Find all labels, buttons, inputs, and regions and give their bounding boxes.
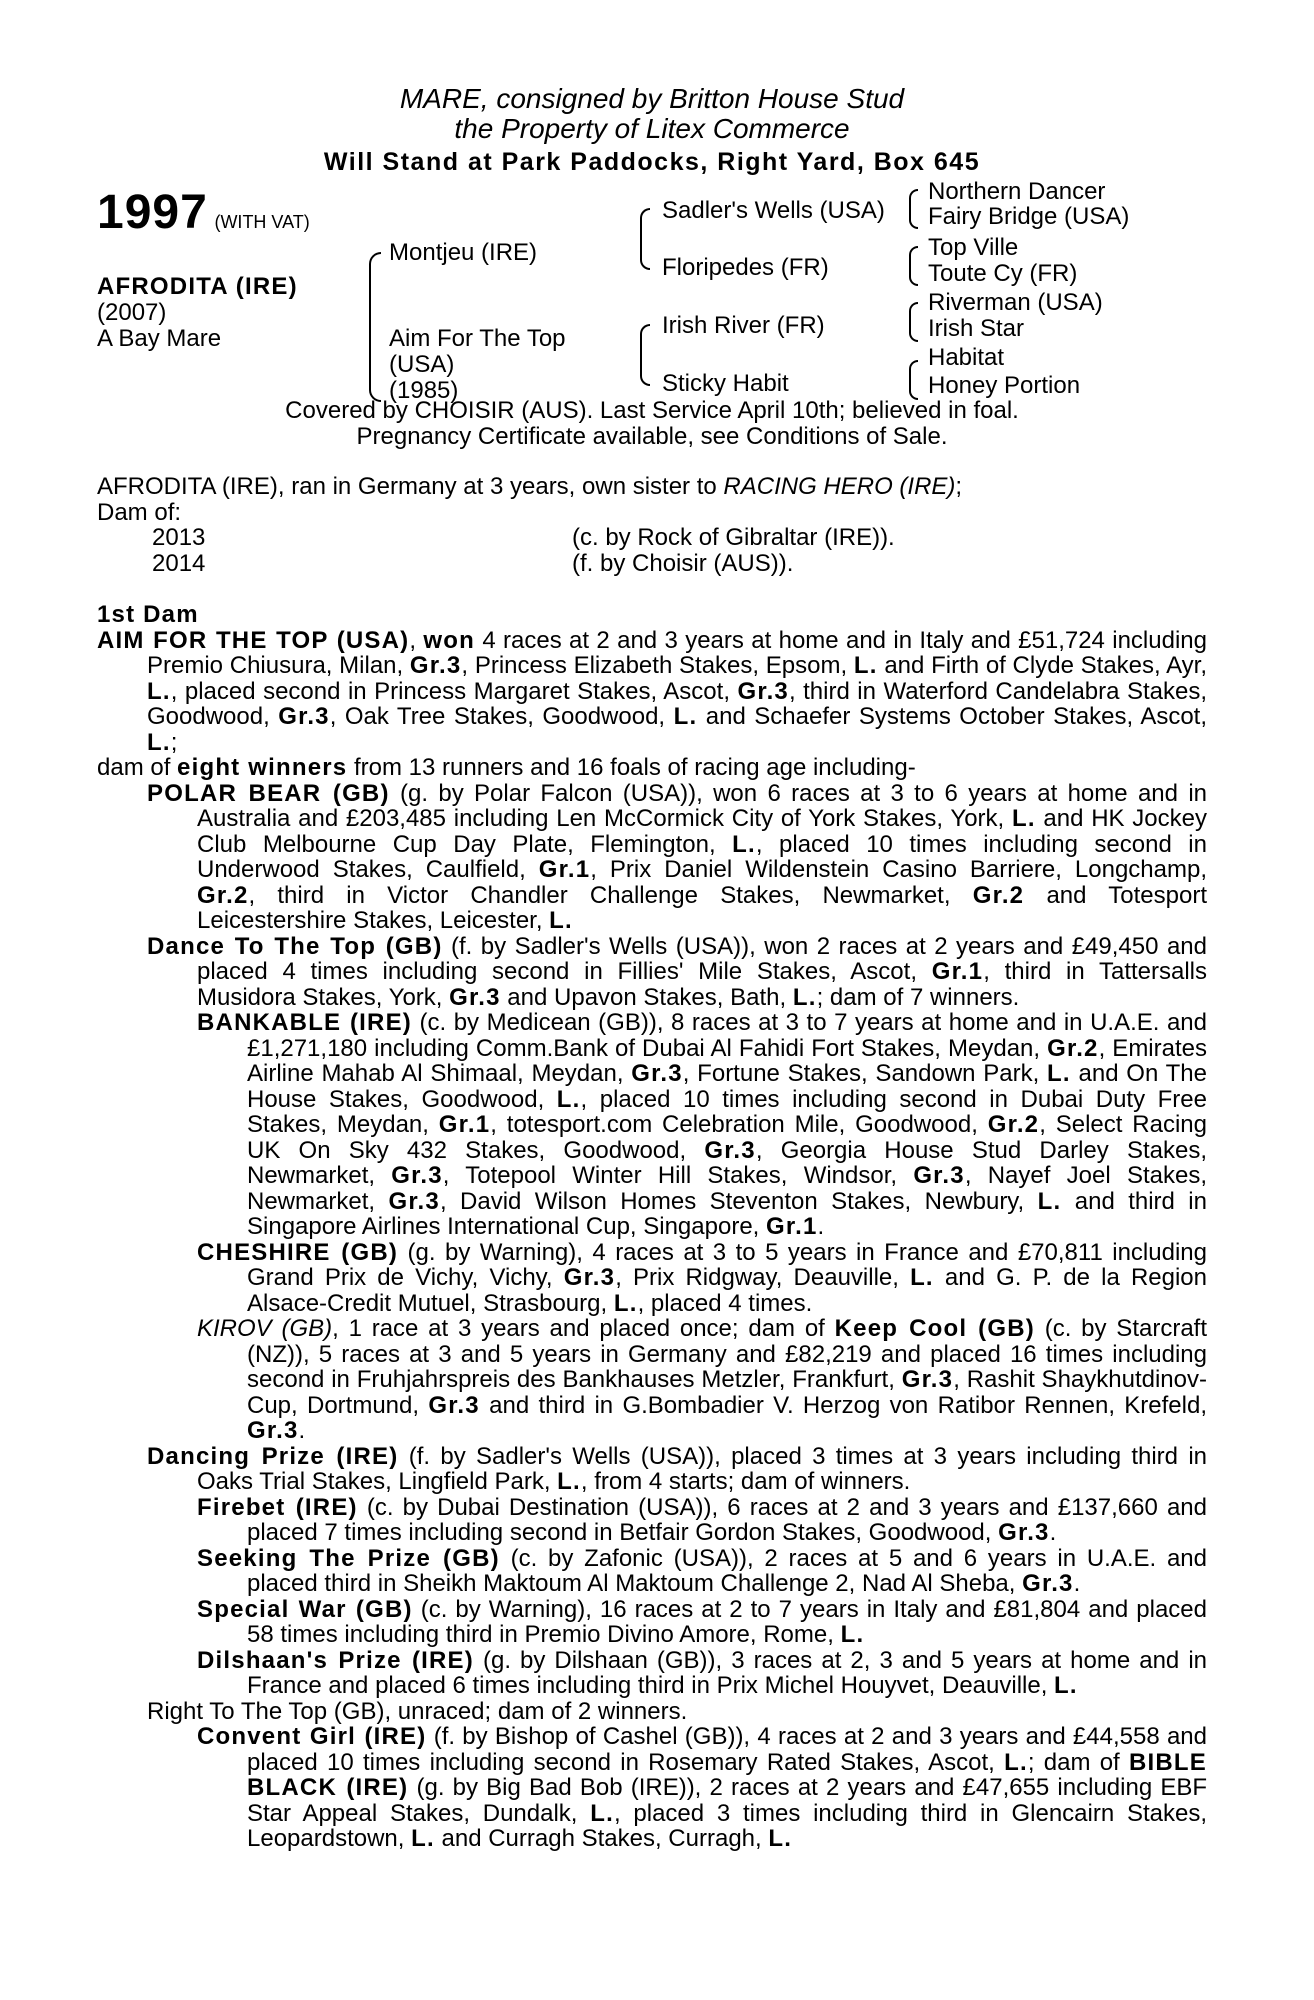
bracket-g3-1 [909,189,918,229]
pedigree-g3-3: Top Ville [928,234,1019,261]
bracket-g3-3 [909,302,918,342]
progeny-dance-to-the-top: Dance To The Top (GB) (f. by Sadler's Wells (USA)), won 2 races at 2 years and £49,450 and placed 4 times including second in Fillies' Mile Stakes, Ascot, Gr.1, third in Tattersalls Musidora Stakes, York, Gr.3 and Upavon Stakes, Bath, L.; dam of 7 winners. [147,932,1208,1011]
pedigree-sire-dam: Floripedes (FR) [662,254,829,281]
bracket-gen1 [369,252,381,402]
progeny-kirov: KIROV (GB), 1 race at 3 years and placed once; dam of Keep Cool (GB) (c. by Starcraft (NZ)), 5 races at 3 and 5 years in Germany and £82,219 and placed 16 times including second in Fruhjahrspreis des Bankhauses Metzler, Frankfurt, Gr.3, Rashit Shaykhutdinov-Cup, Dortmund, Gr.3 and third in G.Bombadier V. Herzog von Ratibor Rennen, Krefeld, Gr.3. [197,1315,1207,1444]
first-dam-heading: 1st Dam [97,601,199,628]
vat-note: (WITH VAT) [214,212,310,232]
bracket-g3-4 [909,360,918,400]
intro-paragraph: AFRODITA (IRE), ran in Germany at 3 years, own sister to RACING HERO (IRE); [97,473,963,500]
pedigree-sire: Montjeu (IRE) [389,239,538,266]
covered-line: Covered by CHOISIR (AUS). Last Service April 10th; believed in foal. [285,397,1019,424]
progeny-right-to-the-top: Right To The Top (GB), unraced; dam of 2 winners. [147,1697,688,1725]
lot-number: 1997 [97,186,208,239]
pedigree-dam-origin: (USA) [389,351,455,378]
horse-name: AFRODITA (IRE) [97,273,298,300]
property-line: the Property of Litex Commerce [454,113,850,144]
pedigree-section [97,180,1207,452]
pedigree-sire-sire: Sadler's Wells (USA) [662,197,885,224]
catalogue-page [97,84,1207,1852]
pedigree-g3-1: Northern Dancer [928,178,1106,205]
dam-of-summary: dam of eight winners from 13 runners and 16 foals of racing age including- [97,754,916,781]
pedigree-dam-year: (1985) [389,377,459,404]
horse-description: A Bay Mare [97,325,222,352]
progeny-seeking-the-prize: Seeking The Prize (GB) (c. by Zafonic (USA)), 2 races at 5 and 6 years in U.A.E. and placed third in Sheikh Maktoum Al Maktoum Challenge 2, Nad Al Sheba, Gr.3. [197,1544,1208,1597]
pedigree-g3-6: Irish Star [928,315,1025,342]
horse-year: (2007) [97,299,167,326]
progeny-dancing-prize: Dancing Prize (IRE) (f. by Sadler's Wells (USA)), placed 3 times at 3 years including third in Oaks Trial Stakes, Lingfield Park, L., from 4 starts; dam of winners. [147,1442,1207,1495]
progeny-firebet: Firebet (IRE) (c. by Dubai Destination (USA)), 6 races at 2 and 3 years and £137,660 and placed 7 times including second in Betfair Gordon Stakes, Goodwood, Gr.3. [197,1493,1207,1546]
pedigree-g3-2: Fairy Bridge (USA) [928,203,1130,230]
progeny-row-2014: 2014 (f. by Choisir (AUS)). [152,549,794,577]
bracket-g3-2 [909,246,918,286]
pedigree-g3-8: Honey Portion [928,372,1081,399]
pedigree-g3-5: Riverman (USA) [928,289,1103,316]
first-dam-paragraph: AIM FOR THE TOP (USA), won 4 races at 2 and 3 years at home and in Italy and £51,724 including Premio Chiusura, Milan, Gr.3, Princess Elizabeth Stakes, Epsom, L. and Firth of Clyde Stakes, Ayr, L., placed second in Princess Margaret Stakes, Ascot, Gr.3, third in Waterford Candelabra Stakes, Goodwood, Gr.3, Oak Tree Stakes, Goodwood, L. and Schaefer Systems October Stakes, Ascot, L.; [97,626,1208,756]
pedigree-g3-7: Habitat [928,344,1005,371]
progeny-dilshaans-prize: Dilshaan's Prize (IRE) (g. by Dilshaan (GB)), 3 races at 2, 3 and 5 years at home and in France and placed 6 times including third in Prix Michel Houyvet, Deauville, L. [197,1646,1207,1699]
pregnancy-line: Pregnancy Certificate available, see Conditions of Sale. [356,423,948,450]
progeny-cheshire: CHESHIRE (GB) (g. by Warning), 4 races at 3 to 5 years in France and £70,811 including Grand Prix de Vichy, Vichy, Gr.3, Prix Ridgway, Deauville, L. and G. P. de la Region Alsace-Credit Mutuel, Strasbourg, L., placed 4 times. [197,1238,1208,1317]
racing-hero-name: RACING HERO (IRE) [723,473,956,500]
progeny-polar-bear: POLAR BEAR (GB) (g. by Polar Falcon (USA)), won 6 races at 3 to 6 years at home and in Australia and £203,485 including Len McCormick City of York Stakes, York, L. and HK Jockey Club Melbourne Cup Day Plate, Flemington, L., placed 10 times including second in Underwood Stakes, Caulfield, Gr.1, Prix Daniel Wildenstein Casino Barriere, Longchamp, Gr.2, third in Victor Chandler Challenge Stakes, Newmarket, Gr.2 and Totesport Leicestershire Stakes, Leicester, L. [147,779,1208,934]
pedigree-dam-dam: Sticky Habit [662,370,789,397]
progeny-convent-girl: Convent Girl (IRE) (f. by Bishop of Cashel (GB)), 4 races at 2 and 3 years and £44,558 and placed 10 times including second in Rosemary Rated Stakes, Ascot, L.; dam of BIBLE BLACK (IRE) (g. by Big Bad Bob (IRE)), 2 races at 2 years and £47,655 including EBF Star Appeal Stakes, Dundalk, L., placed 3 times including third in Glencairn Stakes, Leopardstown, L. and Curragh Stakes, Curragh, L. [197,1723,1207,1852]
dam-of-label: Dam of: [97,498,182,526]
progeny-special-war: Special War (GB) (c. by Warning), 16 races at 2 to 7 years in Italy and £81,804 and placed 58 times including third in Premio Divino Amore, Rome, L. [197,1595,1207,1648]
pedigree-dam: Aim For The Top [389,325,566,352]
lot-number-block [97,186,310,239]
consignor-line: MARE, consigned by Britton House Stud [399,83,905,114]
catalogue-body [97,452,1207,1852]
progeny-bankable: BANKABLE (IRE) (c. by Medicean (GB)), 8 races at 3 to 7 years at home and in U.A.E. and £1,271,180 including Comm.Bank of Dubai Al Fahidi Fort Stakes, Meydan, Gr.2, Emirates Airline Mahab Al Shimaal, Meydan, Gr.3, Fortune Stakes, Sandown Park, L. and On The House Stakes, Goodwood, L., placed 10 times including second in Dubai Duty Free Stakes, Meydan, Gr.1, totesport.com Celebration Mile, Goodwood, Gr.2, Select Racing UK On Sky 432 Stakes, Goodwood, Gr.3, Georgia House Stud Darley Stakes, Newmarket, Gr.3, Totepool Winter Hill Stakes, Windsor, Gr.3, Nayef Joel Stakes, Newmarket, Gr.3, David Wilson Homes Steventon Stakes, Newbury, L. and third in Singapore Airlines International Cup, Singapore, Gr.1. [197,1009,1207,1240]
progeny-row-2013: 2013 (c. by Rock of Gibraltar (IRE)). [152,524,895,551]
bracket-sire-line [640,208,650,270]
location-line: Will Stand at Park Paddocks, Right Yard, Box 645 [323,148,981,176]
pedigree-dam-sire: Irish River (FR) [662,312,825,339]
bracket-dam-line [640,324,650,386]
pedigree-g3-4: Toute Cy (FR) [928,260,1078,287]
